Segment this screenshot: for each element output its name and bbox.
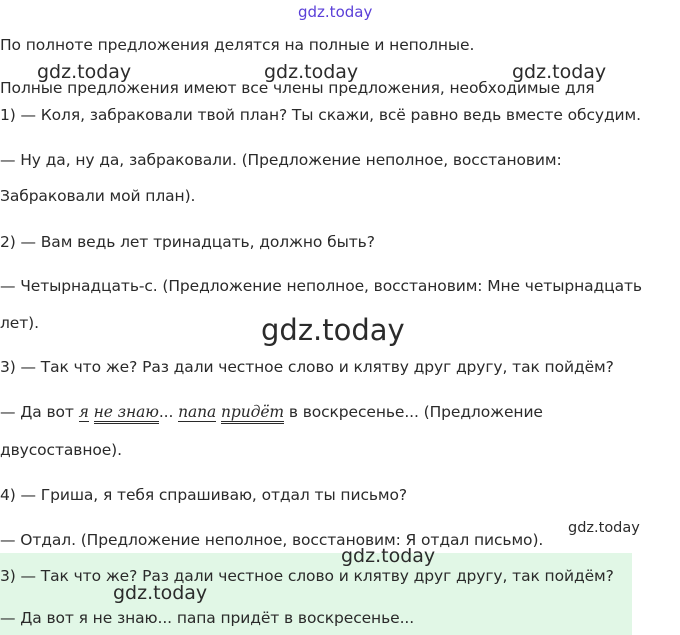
example-3-answer-cont: двусоставное). xyxy=(0,441,122,459)
example-1-answer: — Ну да, ну да, забраковали. (Предложение неполное, восстановим: xyxy=(0,151,562,169)
ellipsis: ... xyxy=(158,403,179,421)
space xyxy=(89,403,94,421)
example-2-answer: — Четырнадцать-с. (Предложение неполное, восстановим: Мне четырнадцать xyxy=(0,277,642,295)
watermark-center: gdz.today xyxy=(261,313,405,347)
example-1-answer-cont: Забраковали мой план). xyxy=(0,187,196,205)
example-3-answer-end: в воскресенье... (Предложение xyxy=(284,403,543,421)
highlighted-question: 3) — Так что же? Раз дали честное слово и клятву друг другу, так пойдём? xyxy=(0,567,614,585)
subject-word-i: я xyxy=(78,403,89,421)
predicate-ne-znayu: не знаю xyxy=(94,403,159,424)
example-4-question: 4) — Гриша, я тебя спрашиваю, отдал ты письмо? xyxy=(0,486,407,504)
watermark-lower-middle: gdz.today xyxy=(341,545,436,567)
watermark-small-right: gdz.today xyxy=(568,520,640,536)
example-4-answer: — Отдал. (Предложение неполное, восстановим: Я отдал письмо). xyxy=(0,531,544,549)
example-3-question: 3) — Так что же? Раз дали честное слово и клятву друг другу, так пойдём? xyxy=(0,358,614,376)
watermark-left: gdz.today xyxy=(37,61,132,83)
example-2-answer-cont: лет). xyxy=(0,314,39,332)
predicate-pridet: придёт xyxy=(221,403,284,424)
example-1-question: 1) — Коля, забраковали твой план? Ты скажи, всё равно ведь вместе обсудим. xyxy=(0,106,641,124)
intro-sentence: По полноте предложения делятся на полные и неполные. xyxy=(0,36,475,54)
watermark-middle: gdz.today xyxy=(264,61,359,83)
watermark-top: gdz.today xyxy=(298,3,373,21)
example-3-answer-start: — Да вот xyxy=(0,403,79,421)
example-2-question: 2) — Вам ведь лет тринадцать, должно быть? xyxy=(0,233,375,251)
example-3-answer xyxy=(0,402,543,422)
highlighted-answer: — Да вот я не знаю... папа придёт в воскресенье... xyxy=(0,609,415,627)
definition-sentence: Полные предложения имеют все члены предложения, необходимые для xyxy=(0,79,595,97)
watermark-lower-left: gdz.today xyxy=(113,582,208,604)
subject-word-papa: папа xyxy=(178,403,217,421)
watermark-right: gdz.today xyxy=(512,61,607,83)
